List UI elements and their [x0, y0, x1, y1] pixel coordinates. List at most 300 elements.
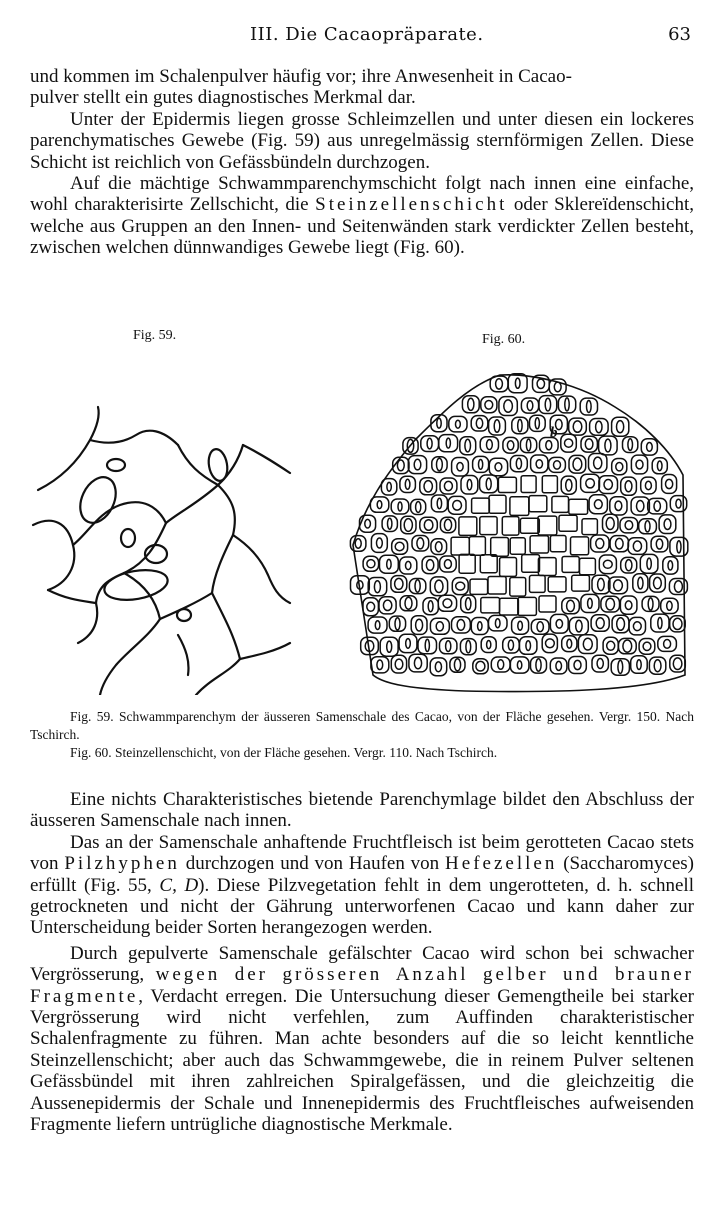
fig60-cell: [448, 496, 466, 514]
fig60-cell: [631, 497, 649, 515]
fig60-cell: [580, 558, 596, 574]
paragraph-5-text-a: Das an der Samenschale anhaftende Fruchtfleisch ist beim gerotteten Cacao stets von: [30, 831, 694, 875]
spaced-term-hefezellen: Hefezellen: [445, 853, 558, 875]
fig60-cell: [572, 575, 590, 591]
fig60-cell-lumen: [566, 479, 572, 491]
fig60-cell: [548, 577, 566, 592]
fig60-cell: [530, 536, 548, 553]
fig60-cell-lumen: [375, 621, 380, 630]
fig60-cell: [589, 495, 607, 514]
fig60-cell: [371, 534, 387, 553]
fig60-cell-lumen: [414, 657, 421, 668]
fig60-cell: [480, 555, 497, 573]
fig60-cell-lumen: [625, 481, 632, 492]
fig60-cell-lumen: [437, 458, 443, 471]
fig60-cell-lumen: [444, 519, 451, 530]
fig60-cell: [510, 538, 525, 554]
fig60-cell-lumen: [605, 439, 611, 452]
fig60-cell-lumen: [573, 421, 582, 432]
fig60-cell: [380, 555, 399, 573]
fig60-cell-lumen: [395, 578, 403, 589]
fig60-cell: [581, 594, 599, 612]
fig60-cell-lumen: [574, 660, 581, 669]
paragraph-2: Unter der Epidermis liegen grosse Schleimzellen und unter diesen ein lockeres parenchymatisches Gewebe (Fig. 59) aus unregelmässig sternförmigen Zellen. Diese Schicht ist reichlich von Gefässbündeln durchzogen.: [30, 108, 694, 173]
fig60-cell-lumen: [526, 439, 530, 451]
fig60-cell-lumen: [446, 438, 450, 448]
fig60-cell: [392, 539, 408, 555]
fig60-cell: [452, 578, 468, 595]
fig60-cell: [612, 459, 627, 475]
fig60-cell-lumen: [536, 460, 542, 468]
fig60-cell-lumen: [625, 521, 633, 530]
fig60-cell: [561, 434, 577, 452]
fig60-cell: [489, 615, 508, 631]
fig60-cell-lumen: [414, 459, 421, 470]
fig60-cell-lumen: [556, 620, 562, 629]
fig60-cell-lumen: [616, 463, 623, 471]
paragraph-1-line-2: pulver stellt ein gutes diagnostisches Merkmal dar.: [30, 87, 416, 109]
fig60-cell-lumen: [535, 418, 539, 429]
fig60-cell: [550, 614, 568, 633]
fig60-cell-lumen: [377, 660, 383, 670]
fig60-cell-lumen: [466, 641, 471, 653]
paragraph-1: [30, 66, 694, 109]
fig60-cell: [400, 557, 417, 574]
fig60-cell: [379, 597, 396, 614]
fig60-cell-lumen: [457, 620, 465, 631]
figure-captions: [30, 708, 694, 762]
fig60-cell-lumen: [395, 618, 400, 630]
fig60-cell-lumen: [567, 600, 575, 611]
fig60-cell-lumen: [498, 660, 504, 670]
fig60-cell-lumen: [405, 479, 410, 489]
fig60-cell-lumen: [637, 660, 641, 670]
fig60-cell-lumen: [654, 501, 660, 511]
fig60-cell-lumen: [536, 659, 541, 672]
fig60-cell-lumen: [554, 461, 561, 469]
fig59-label: Fig. 59.: [133, 328, 177, 343]
fig60-cell: [659, 515, 676, 534]
fig60-cell: [508, 374, 527, 393]
fig60-cell: [569, 499, 588, 514]
fig60-cell: [599, 476, 618, 494]
fig60-cell-lumen: [485, 401, 493, 410]
fig60-cell: [591, 535, 609, 552]
fig60-cell-lumen: [623, 640, 632, 652]
fig60-cell-lumen: [596, 539, 604, 549]
paragraph-5: [30, 832, 694, 939]
fig60-cell: [438, 595, 456, 611]
fig60-cell-lumen: [367, 560, 375, 568]
fig60-cell: [610, 497, 627, 515]
figure-reference-italic: C, D: [159, 874, 199, 896]
fig60-cell: [552, 496, 569, 512]
fig60-cell: [599, 555, 616, 574]
fig60-cell: [562, 636, 577, 652]
fig60-cell: [471, 618, 488, 635]
fig60-cell-lumen: [436, 622, 443, 631]
fig60-cell: [661, 598, 678, 613]
fig60-cell-lumen: [444, 560, 451, 569]
fig60-cell: [581, 474, 600, 492]
fig60-cell-lumen: [587, 401, 592, 413]
fig60-cell: [531, 455, 548, 473]
fig60-cell-lumen: [516, 458, 521, 469]
fig60-cell: [371, 657, 389, 673]
fig60-cell-lumen: [426, 560, 433, 571]
fig60-cell: [489, 458, 507, 476]
fig60-cell: [652, 458, 667, 474]
paragraph-3-text-b: oder Sklereïdenschicht, welche aus Gruppen an den Innen- und Seitenwänden stark verdickter Zellen besteht, zwischen welchen dünnwandiges Gewebe liegt (Fig. 60).: [30, 194, 695, 259]
fig60-cell-lumen: [377, 538, 383, 548]
running-title: III. Die Cacaopräparate.: [250, 24, 484, 45]
fig60-cell-lumen: [633, 541, 641, 551]
page-number: 63: [668, 24, 691, 45]
fig60-cell: [571, 537, 589, 555]
fig60-cell-lumen: [415, 580, 420, 592]
paragraph-3: [30, 173, 694, 259]
fig60-cell-lumen: [486, 478, 491, 490]
fig60-cell-lumen: [618, 660, 623, 673]
fig60-cell: [469, 537, 485, 556]
fig60-cell-lumen: [487, 641, 491, 649]
fig60-cell-lumen: [518, 621, 523, 630]
fig60-cell-lumen: [586, 479, 595, 488]
fig60-cell-lumen: [677, 541, 681, 553]
fig60-cell-lumen: [614, 580, 623, 591]
fig60-cell-lumen: [636, 460, 643, 469]
paragraph-6-text-a: Durch gepulverte Samenschale gefälschter Cacao wird schon bei schwacher Vergrösserung,: [30, 942, 694, 986]
fig60-stone-cell-layer-illustration: [345, 355, 700, 700]
fig60-cell-lumen: [666, 479, 673, 488]
fig60-cell: [641, 439, 657, 455]
fig60-cell-lumen: [507, 441, 513, 450]
fig60-cell-lumen: [454, 659, 460, 671]
fig60-cell: [603, 637, 618, 654]
fig60-cell: [562, 557, 579, 573]
fig60-cell: [430, 618, 449, 634]
fig60-cell-lumen: [435, 662, 441, 672]
fig60-cell-lumen: [416, 619, 423, 631]
fig60-cell-lumen: [545, 398, 550, 411]
fig60-cell-lumen: [494, 420, 500, 433]
fig60-cell: [360, 515, 376, 532]
fig60-cell-lumen: [428, 601, 433, 612]
fig60-cell: [530, 575, 546, 592]
lower-text-block: [30, 789, 694, 1136]
fig60-cell-lumen: [383, 600, 391, 610]
fig60-cell-lumen: [398, 502, 402, 511]
fig60-cell: [480, 517, 497, 535]
fig60-cell: [439, 435, 458, 452]
fig60-cell-lumen: [365, 519, 371, 528]
fig60-cell-lumen: [673, 658, 682, 670]
fig60-cell-lumen: [466, 598, 471, 610]
fig60-cell-lumen: [617, 421, 624, 433]
paragraph-6: [30, 943, 694, 1136]
fig60-cell-lumen: [424, 481, 432, 492]
fig60-cell: [472, 498, 490, 513]
fig60-cell-lumen: [443, 599, 452, 608]
fig60-cell: [631, 455, 647, 474]
fig60-cell-lumen: [374, 581, 380, 593]
fig60-cell: [488, 577, 506, 595]
fig60-cell: [582, 519, 597, 535]
fig60-cell-lumen: [397, 460, 404, 471]
fig60-cell: [641, 477, 656, 494]
fig60-cell: [368, 617, 387, 633]
fig60-cell: [481, 397, 497, 413]
fig60-cell-lumen: [406, 639, 411, 649]
fig60-label: Fig. 60.: [482, 332, 526, 347]
paragraph-4: Eine nichts Charakteristisches bietende Parenchymlage bildet den Abschluss der äusseren Samenschale nach innen.: [30, 789, 694, 832]
fig60-cell-lumen: [437, 418, 441, 428]
fig60-cell-lumen: [479, 460, 483, 470]
fig60-cell: [380, 637, 398, 656]
fig60-cell-lumen: [468, 398, 474, 410]
fig60-cell-lumen: [596, 618, 604, 629]
fig60-cell: [481, 598, 500, 613]
fig60-cell-lumen: [648, 598, 653, 610]
fig60-cell: [569, 657, 587, 674]
fig60-cell-lumen: [425, 639, 429, 651]
running-header: [0, 24, 705, 50]
fig60-cell-lumen: [604, 480, 612, 490]
fig60-cell: [502, 517, 519, 536]
fig60-cell: [399, 634, 417, 652]
fig60-cell: [518, 597, 537, 615]
fig60-cell: [521, 476, 536, 493]
fig60-cell: [459, 554, 475, 573]
fig60-cell: [663, 557, 678, 574]
fig60-cell: [510, 497, 529, 516]
fig60-cell-lumen: [676, 499, 681, 508]
fig60-cell-lumen: [598, 578, 605, 590]
fig60-cell-lumen: [567, 639, 572, 648]
fig60-cell-lumen: [617, 618, 625, 631]
fig60-cell: [500, 558, 517, 577]
fig60-cell: [538, 516, 557, 535]
fig60-cell-lumen: [395, 659, 403, 669]
fig60-cell-lumen: [405, 597, 412, 609]
fig60-cell-lumen: [465, 439, 471, 452]
fig60-cell-lumen: [427, 438, 432, 449]
fig60-cell-lumen: [515, 378, 520, 388]
fig60-cell: [529, 496, 547, 512]
fig60-cell-lumen: [565, 439, 573, 447]
fig60-cell: [522, 555, 540, 573]
fig60-cell-lumen: [606, 518, 614, 530]
fig60-cell: [640, 554, 658, 573]
fig60-cell-lumen: [527, 401, 533, 411]
fig60-cell: [363, 556, 379, 571]
fig60-cell-lumen: [546, 441, 552, 450]
fig60-cell-lumen: [395, 542, 404, 550]
fig60-cell: [452, 458, 469, 477]
fig60-cell-lumen: [626, 560, 632, 571]
fig60-cell-lumen: [404, 519, 412, 532]
fig60-cell-lumen: [654, 577, 662, 588]
fig60-cell-lumen: [537, 379, 544, 388]
fig60-cell-lumen: [508, 640, 513, 650]
fig60-cell-lumen: [656, 539, 662, 549]
fig60-cell: [409, 579, 425, 594]
fig59-spongy-parenchyma-illustration: [28, 405, 318, 695]
fig60-cell-lumen: [647, 558, 651, 569]
fig60-cell-lumen: [504, 400, 513, 412]
fig60-cell-lumen: [496, 379, 503, 389]
fig60-cell-lumen: [658, 618, 662, 629]
fig60-cell-lumen: [537, 622, 543, 632]
fig60-cell: [481, 637, 496, 653]
fig60-cell: [489, 495, 506, 513]
spaced-phrase-fragmente: wegen der grösseren Anzahl gelber und brauner Fragmente: [30, 964, 695, 1007]
fig60-cell-lumen: [556, 661, 562, 670]
fig60-cell-lumen: [446, 641, 451, 652]
fig60-cell-lumen: [554, 382, 561, 392]
fig60-cell-lumen: [456, 420, 461, 428]
fig60-cell-lumen: [616, 538, 624, 549]
fig60-cell: [498, 477, 516, 492]
fig60-cell: [631, 656, 648, 674]
fig60-cell-lumen: [476, 418, 482, 428]
fig60-cell-lumen: [367, 602, 375, 611]
fig60-cell: [550, 658, 567, 674]
fig60-cell-lumen: [467, 480, 472, 490]
fig60-cell-lumen: [674, 581, 682, 593]
fig60-cell-lumen: [546, 639, 555, 648]
fig60-cell-lumen: [596, 421, 602, 433]
fig60-cell-lumen: [625, 601, 632, 610]
fig60-cell-lumen: [657, 461, 662, 471]
fig60-cell-lumen: [643, 642, 651, 650]
fig60-cell-lumen: [583, 638, 592, 650]
fig60-cell: [639, 639, 655, 655]
fig60-cell: [408, 456, 426, 474]
fig60-cell-lumen: [495, 463, 502, 471]
fig60-cell-lumen: [637, 501, 644, 512]
fig60-cell: [430, 658, 447, 676]
fig60-cell: [550, 536, 566, 552]
fig60-cell-lumen: [673, 618, 682, 629]
fig60-cell-lumen: [495, 619, 500, 628]
fig60-cell-lumen: [456, 582, 465, 590]
fig60-cell: [592, 655, 608, 672]
fig60-cell-lumen: [607, 641, 615, 650]
fig60-cell: [538, 558, 556, 576]
fig60-cell-lumen: [526, 641, 531, 651]
fig60-cell: [520, 637, 537, 655]
fig60-cell: [470, 579, 488, 594]
fig60-cell-lumen: [424, 520, 433, 531]
fig60-cell: [670, 496, 686, 512]
fig60-cell-lumen: [573, 458, 582, 470]
fig60-cell-lumen: [518, 419, 522, 431]
fig60-cell-lumen: [387, 559, 391, 569]
fig60-cell-lumen: [387, 641, 392, 652]
fig60-cell-lumen: [377, 501, 382, 509]
caption-fig60: Fig. 60. Steinzellenschicht, von der Fläche gesehen. Vergr. 110. Nach Tschirch.: [70, 745, 498, 760]
fig60-cell: [459, 517, 477, 536]
fig60-cell: [440, 556, 457, 572]
spaced-term-steinzellenschicht: Steinzellenschicht: [315, 194, 508, 216]
spaced-term-pilzhyphen: Pilzhyphen: [64, 853, 180, 875]
fig60-cell-lumen: [435, 542, 442, 552]
fig60-cell-lumen: [387, 482, 391, 491]
fig60-cell: [542, 476, 557, 493]
fig60-cell-lumen: [517, 661, 521, 669]
fig60-cell: [491, 538, 509, 557]
fig60-cell: [512, 617, 529, 634]
fig60-cell-lumen: [355, 539, 361, 548]
fig60-cell-lumen: [588, 598, 593, 608]
fig60-cell-lumen: [585, 439, 593, 449]
paragraph-5-text-d: ). Diese Pilzvegetation fehlt in dem ungerotteten, d. h. schnell getrockneten und nicht der Gährung unterworfenen Cacao und kann daher zur Unterscheidung beider Sorten herangezogen werden.: [30, 874, 694, 939]
fig60-cell-lumen: [388, 518, 392, 529]
fig60-cell-lumen: [416, 502, 421, 513]
fig60-cell-lumen: [628, 439, 633, 451]
caption-fig59: Fig. 59. Schwammparenchym der äusseren Samenschale des Cacao, von der Fläche gesehen. Vergr. 150. Nach Tschirch.: [30, 709, 694, 742]
fig60-cell: [451, 537, 469, 555]
fig60-cell: [503, 437, 518, 453]
fig60-cell-lumen: [594, 457, 602, 469]
fig60-cell-lumen: [435, 580, 443, 592]
fig60-cell: [549, 457, 566, 472]
fig60-cell-lumen: [597, 659, 603, 669]
fig60-cell-lumen: [603, 560, 612, 568]
fig60-cell: [363, 598, 378, 616]
fig60-cell-lumen: [487, 440, 493, 450]
fig60-marker-b: b: [550, 425, 558, 441]
fig60-cell: [440, 478, 457, 494]
fig60-cell: [658, 636, 677, 651]
fig60-cell-lumen: [633, 622, 641, 631]
fig60-cell: [662, 475, 677, 494]
fig60-cell-lumen: [437, 498, 441, 508]
fig60-cell: [539, 596, 556, 612]
fig60-cell-lumen: [664, 640, 671, 649]
top-text-block: [30, 66, 694, 259]
fig60-cell-lumen: [664, 519, 671, 530]
fig60-cell: [510, 578, 526, 597]
paragraph-5-text-c: (Saccharomyces) erfüllt (Fig. 55,: [30, 853, 695, 896]
paragraph-1-line-1: und kommen im Schalenpulver häufig vor; ihre Anwesenheit in Cacao-: [30, 66, 572, 87]
fig60-cell: [391, 655, 406, 673]
fig60-cell-lumen: [645, 521, 650, 532]
fig60-cell: [621, 477, 637, 495]
fig60-cell-lumen: [638, 577, 643, 589]
fig60-cell-lumen: [576, 620, 582, 632]
fig60-cell-lumen: [457, 463, 463, 471]
paragraph-6-text-b: , Verdacht erregen. Die Untersuchung dieser Gemengtheile bei starker Vergrösserung wird nicht verfehlen, zum Auffinden charakteristischer Schalenfragmente zu führen. Man achte besonders auf die so leicht kenntliche Steinzellenschicht; aber auch das Schwammgewebe, die in reinem Pulver seltenen Gefässbündel mit ihren zahlreichen Spiralgefässen, und die gleichzeitig die Aussenepidermis der Schale und Innenepidermis des Fruchtfleisches aufweisenden Fragmente liefern untrügliche diagnostische Merkmale.: [30, 985, 694, 1136]
fig60-cell-lumen: [444, 481, 452, 490]
fig60-cell: [620, 596, 637, 614]
fig60-cell-lumen: [606, 598, 615, 610]
paragraph-5-text-b: durchzogen und von Haufen von: [185, 853, 440, 875]
fig60-cell-lumen: [615, 501, 622, 510]
fig60-cell: [629, 617, 645, 635]
fig60-cell-lumen: [453, 501, 462, 511]
fig60-cell: [620, 518, 638, 533]
fig60-cell: [559, 515, 577, 531]
fig60-cell-lumen: [667, 601, 672, 610]
fig60-cell-lumen: [645, 481, 651, 489]
fig60-cell-lumen: [406, 561, 411, 569]
fig60-cell: [542, 634, 557, 653]
paragraph-3-text-a: Auf die mächtige Schwammparenchymschicht folgt nach innen eine einfache, wohl charakterisirte Zellschicht, die: [30, 173, 694, 216]
fig60-cell: [510, 657, 529, 673]
fig60-cell-lumen: [478, 622, 482, 631]
